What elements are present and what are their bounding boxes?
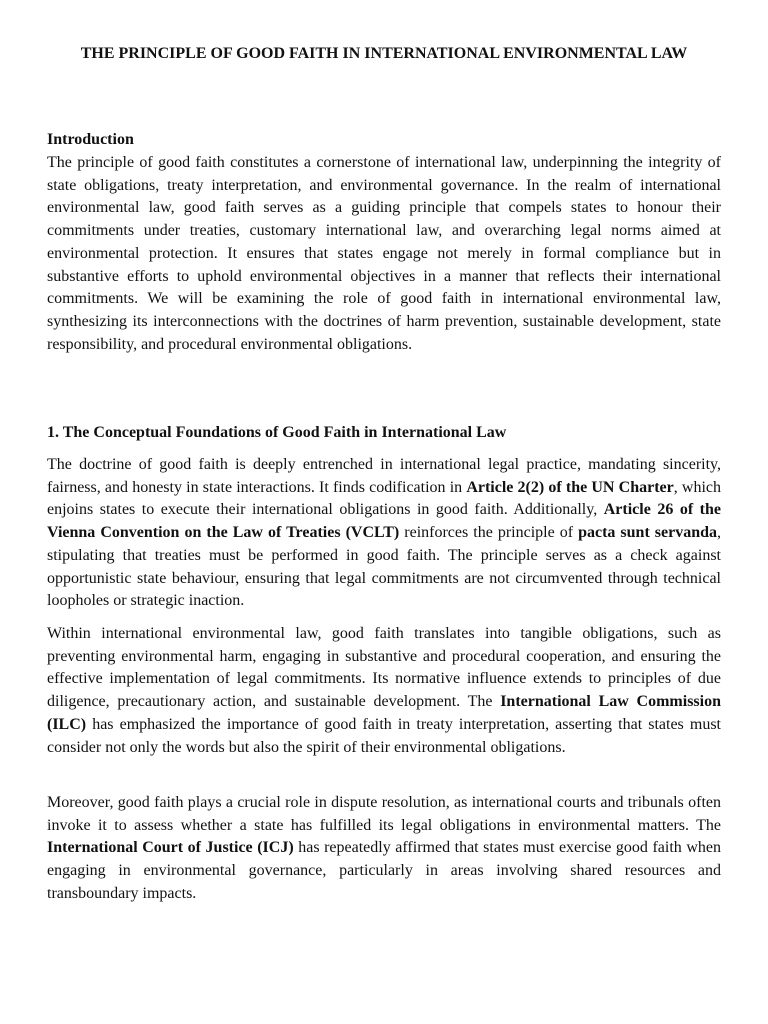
bold-term-icj: International Court of Justice (ICJ): [47, 839, 294, 857]
section-1-paragraph-1: [47, 454, 721, 613]
paragraph-text: The doctrine of good faith is deeply entrenched in international legal practice, mandating sincerity, fairness, and honesty in state interactions. It finds codification in: [47, 456, 721, 496]
paragraph-text: Within international environmental law, good faith translates into tangible obligations, such as preventing environmental harm, engaging in substantive and procedural cooperation, and ensuring the effective implementation of legal commitments. Its normative influence extends to principles of due diligence, precautionary action, and sustainable development. The: [47, 625, 721, 711]
paragraph-text: has emphasized the importance of good faith in treaty interpretation, asserting that states must consider not only the words but also the spirit of their environmental obligations.: [47, 715, 721, 756]
section-1-paragraph-3: [47, 792, 721, 906]
paragraph-text: Moreover, good faith plays a crucial role in dispute resolution, as international courts and tribunals often invoke it to assess whether a state has fulfilled its legal obligations in environmental matters. The: [47, 794, 721, 834]
bold-term-vclt: Article 26 of the Vienna Convention on the Law of Treaties (VCLT): [47, 501, 722, 542]
intro-paragraph: The principle of good faith constitutes a cornerstone of international law, underpinning the integrity of state obligations, treaty interpretation, and environmental governance. In the realm of international environmental law, good faith serves as a guiding principle that compels states to honour their commitments under treaties, customary international law, and overarching legal norms aimed at environmental protection. It ensures that states engage not merely in formal compliance but in substantive efforts to uphold environmental objectives in a manner that reflects their international commitments. We will be examining the role of good faith in international environmental law, synthesizing its interconnections with the doctrines of harm prevention, sustainable development, state responsibility, and procedural environmental obligations.: [47, 154, 721, 353]
section-1-heading: 1. The Conceptual Foundations of Good Faith in International Law: [47, 424, 507, 441]
paragraph-text: has repeatedly affirmed that states must exercise good faith when engaging in environmental governance, particularly in areas involving shared resources and transboundary impacts.: [47, 839, 722, 902]
paragraph-text: reinforces the principle of: [399, 524, 579, 542]
bold-term-pacta-sunt-servanda: pacta sunt servanda: [578, 524, 718, 542]
bold-term-ilc: International Law Commission (ILC): [47, 693, 722, 733]
bold-term-un-charter: Article 2(2) of the UN Charter: [466, 478, 674, 496]
paragraph-text: , stipulating that treaties must be performed in good faith. The principle serves as a check against opportunistic state behaviour, ensuring that legal commitments are not circumvented through technical loopholes or strategic inaction.: [47, 524, 722, 610]
section-1-paragraph-2: [47, 623, 721, 759]
document-title: THE PRINCIPLE OF GOOD FAITH IN INTERNATIONAL ENVIRONMENTAL LAW: [80, 45, 688, 62]
intro-heading: Introduction: [47, 131, 134, 148]
paragraph-text: , which enjoins states to execute their international obligations in good faith. Additionally,: [47, 478, 721, 519]
